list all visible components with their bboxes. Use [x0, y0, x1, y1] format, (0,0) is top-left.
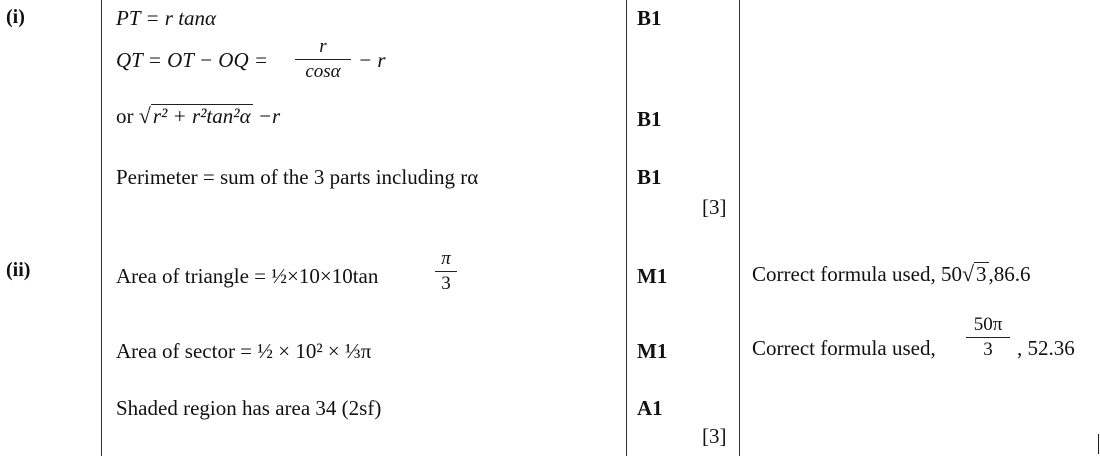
column-divider-3: [739, 0, 740, 456]
part-ii-label: (ii): [6, 259, 31, 281]
triangle-fraction-numerator: π: [441, 248, 451, 269]
mark-a1: A1: [637, 396, 663, 420]
fraction-bar: [295, 59, 351, 60]
guidance-note-2-prefix: Correct formula used,: [752, 336, 936, 360]
triangle-area-equation: Area of triangle = ½×10×10tan: [116, 264, 379, 288]
guidance-2-denominator: 3: [983, 339, 993, 360]
qt-equation-tail: − r: [358, 48, 386, 72]
guidance-1-prefix: Correct formula used, 50: [752, 262, 962, 286]
guidance-1-radicand: 3: [976, 262, 987, 286]
alternative-prefix: or: [116, 104, 134, 128]
guidance-2-fraction: [966, 314, 1010, 361]
qt-equation-lhs: QT = OT − OQ =: [116, 48, 269, 72]
part-i-total: [3]: [702, 195, 727, 219]
guidance-2-numerator: 50π: [973, 314, 1003, 335]
fraction-bar: [435, 271, 457, 272]
qt-fraction-denominator: cosα: [305, 61, 341, 82]
guidance-note-1: [752, 261, 1031, 287]
triangle-fraction-denominator: 3: [441, 273, 451, 294]
sector-area-equation: Area of sector = ½ × 10² × ⅓π: [116, 339, 372, 363]
column-divider-1: [101, 0, 102, 456]
mark-b1-3: B1: [637, 165, 662, 189]
mark-m1-1: M1: [637, 264, 668, 288]
shaded-region-statement: Shaded region has area 34 (2sf): [116, 396, 382, 420]
pt-equation: PT = r tanα: [116, 6, 217, 30]
qt-fraction-numerator: r: [319, 36, 327, 57]
alternative-radicand: r² + r²tan²α: [152, 104, 251, 128]
square-root-sign: √: [961, 261, 975, 286]
mark-b1-1: B1: [637, 6, 662, 30]
triangle-angle-fraction: [435, 248, 457, 295]
square-root-sign: √: [138, 103, 151, 128]
fraction-bar: [966, 337, 1010, 338]
guidance-2-suffix: , 52.36: [1017, 336, 1075, 360]
mark-m1-2: M1: [637, 339, 668, 363]
qt-fraction: [295, 36, 351, 83]
mark-b1-2: B1: [637, 107, 662, 131]
guidance-1-suffix: ,86.6: [988, 262, 1031, 286]
alternative-expression: [116, 103, 280, 129]
perimeter-statement: Perimeter = sum of the 3 parts including rα: [116, 165, 479, 189]
part-ii-total: [3]: [702, 424, 727, 448]
part-i-label: (i): [6, 6, 25, 28]
text-cursor: [1098, 434, 1099, 454]
column-divider-2: [626, 0, 627, 456]
alternative-tail: −r: [257, 104, 281, 128]
